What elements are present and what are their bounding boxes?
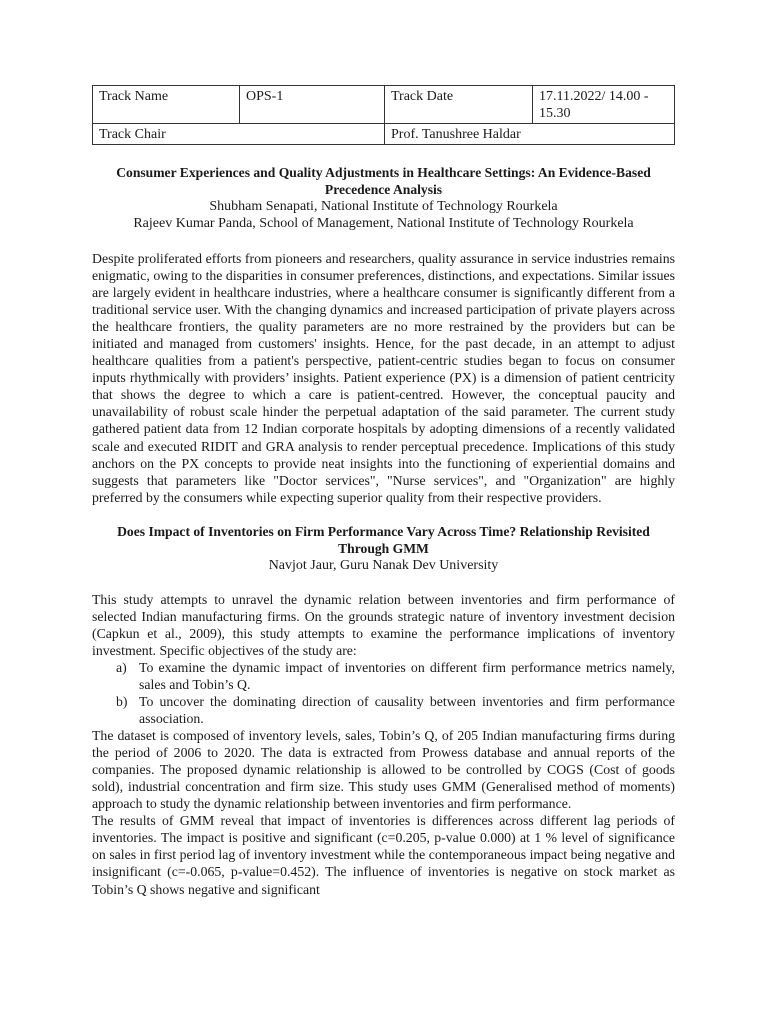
objective-marker: a) — [116, 659, 127, 675]
objectives-list — [92, 659, 675, 727]
objective-item — [92, 693, 675, 727]
track-chair-label: Track Chair — [93, 124, 385, 145]
paper1-title: Consumer Experiences and Quality Adjustments in Healthcare Settings: An Evidence-Based Precedence Analysis — [116, 165, 651, 197]
track-date-value: 17.11.2022/ 14.00 - 15.30 — [533, 86, 675, 124]
objective-text: To uncover the dominating direction of causality between inventories and firm performance association. — [139, 693, 675, 727]
document-page — [92, 85, 675, 898]
paper1-author-1: Shubham Senapati, National Institute of Technology Rourkela — [209, 199, 558, 214]
paper2-results-paragraph: The results of GMM reveal that impact of inventories is differences across different lag periods of inventories. The impact is positive and significant (c=0.205, p-value 0.000) at 1 % level of significance on sales in first period lag of inventory investment while the contemporaneous impact being negative and insignificant (c=-0.065, p-value=0.452). The influence of inventories is negative on stock market as Tobin’s Q shows negative and significant — [92, 813, 675, 897]
track-chair-value: Prof. Tanushree Haldar — [385, 124, 675, 145]
paper2-title: Does Impact of Inventories on Firm Performance Vary Across Time? Relationship Revisited Through GMM — [117, 523, 650, 556]
paper1-abstract: Despite proliferated efforts from pioneers and researchers, quality assurance in service industries remains enigmatic, owing to the disparities in consumer preferences, distinctions, and expectations. Similar issues are largely evident in healthcare industries, where a healthcare consumer is significantly different from a traditional service user. With the changing dynamics and increased participation of private players across the healthcare frontiers, the quality parameters are no more restrained by the providers but can be initiated and managed from customers' insights. Hence, for the past decade, in an attempt to adjust healthcare qualities from a patient's perspective, patient-centric studies began to focus on consumer inputs rhythmically with providers’ insights. Patient experience (PX) is a dimension of patient centricity that shows the degree to which a care is patient-centred. However, the conceptual paucity and unavailability of robust scale hinder the perpetual adaptation of the said parameter. The current study gathered patient data from 12 Indian corporate hospitals by adopting dimensions of a recently validated scale and executed RIDIT and GRA analysis to render perceptual precedence. Implications of this study anchors on the PX concepts to provide neat insights into the functioning of experiential domains and suggests that parameters like "Doctor services", "Nurse services", and "Organization" are highly preferred by the consumers while expecting superior quality from their respective providers. — [92, 251, 675, 505]
paper1-author-2: Rajeev Kumar Panda, School of Management, National Institute of Technology Rourkela — [133, 216, 634, 231]
track-name-value: OPS-1 — [240, 86, 385, 124]
track-date-label: Track Date — [385, 86, 533, 124]
paper2-intro: This study attempts to unravel the dynamic relation between inventories and firm performance of selected Indian manufacturing firms. On the grounds strategic nature of inventory investment decision (Capkun et al., 2009), this study attempts to examine the performance implications of inventory investment. Specific objectives of the study are: — [92, 591, 675, 658]
paper2-data-paragraph: The dataset is composed of inventory levels, sales, Tobin’s Q, of 205 Indian manufacturing firms during the period of 2006 to 2020. The data is extracted from Prowess database and annual reports of the companies. The proposed dynamic relationship is allowed to be controlled by COGS (Cost of goods sold), industrial concentration and firm size. This study uses GMM (Generalised method of moments) approach to study the dynamic relationship between inventories and firm performance. — [92, 728, 675, 812]
track-info-table — [92, 85, 675, 145]
objective-text: To examine the dynamic impact of inventories on different firm performance metrics namely, sales and Tobin’s Q. — [139, 659, 675, 692]
objective-marker: b) — [116, 693, 128, 709]
track-name-label: Track Name — [93, 86, 240, 124]
paper2-author: Navjot Jaur, Guru Nanak Dev University — [268, 557, 499, 573]
objective-item — [92, 659, 675, 693]
